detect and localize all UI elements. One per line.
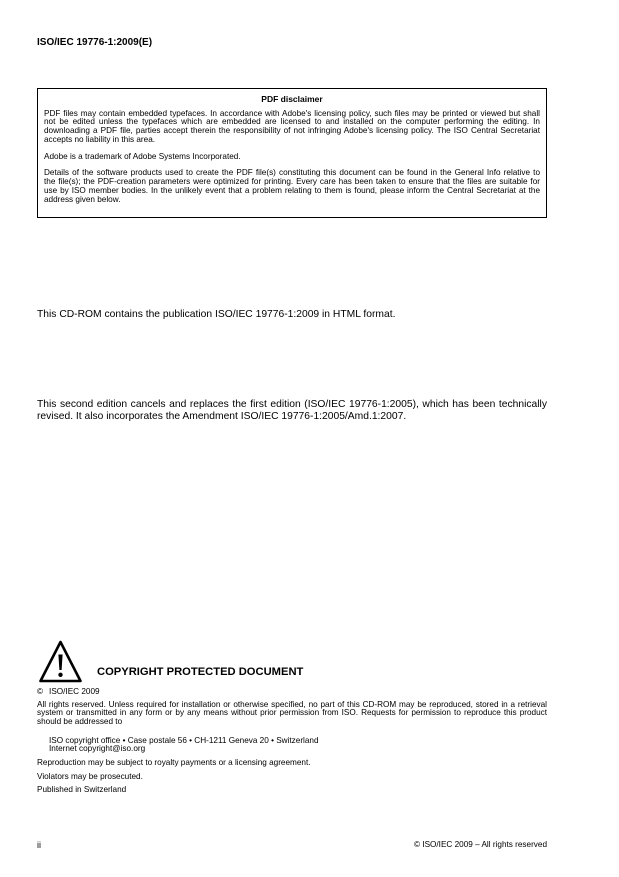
copyright-symbol: ©: [37, 686, 44, 696]
disclaimer-text-line: Adobe is a trademark of Adobe Systems Incorporated.: [44, 152, 241, 162]
page-number: ii: [37, 840, 41, 850]
copyright-text-line: should be addressed to: [37, 716, 123, 726]
body-paragraph: [37, 399, 547, 423]
disclaimer-title: PDF disclaimer: [261, 94, 323, 104]
pdf-disclaimer-box: [37, 88, 547, 218]
copyright-owner-line: [37, 688, 547, 697]
copyright-office-address: [37, 737, 547, 754]
disclaimer-text-line: use by ISO member bodies. In the unlikely event that a problem relating to them is found, please inform the Central Secretariat at the: [44, 185, 540, 195]
disclaimer-paragraph: [44, 153, 540, 162]
copyright-text-line: system or transmitted in any form or by any means without prior permission from ISO. Requests for permission to reproduce this product: [37, 708, 547, 718]
body-text-line: This CD-ROM contains the publication ISO/IEC 19776-1:2009 in HTML format.: [37, 309, 396, 320]
disclaimer-text-line: the file(s); the PDF-creation parameters were optimized for printing. Every care has been taken to ensure that the files are suitable for: [44, 177, 540, 187]
copyright-notice-block: [37, 688, 547, 800]
document-header: ISO/IEC 19776-1:2009(E): [37, 37, 153, 48]
copyright-note: Violators may be prosecuted.: [37, 771, 143, 781]
disclaimer-text-line: Details of the software products used to create the PDF file(s) constituting this document can be found in the General Info relative to: [44, 168, 540, 178]
copyright-heading: COPYRIGHT PROTECTED DOCUMENT: [97, 666, 304, 678]
body-text-line: This second edition cancels and replaces the first edition (ISO/IEC 19776-1:2005), which has been technically: [37, 399, 547, 410]
disclaimer-text-line: address given below.: [44, 194, 121, 204]
page-footer: [37, 840, 547, 850]
warning-triangle-icon: [38, 639, 83, 685]
disclaimer-text-line: PDF files may contain embedded typefaces. In accordance with Adobe's licensing policy, such files may be printed or viewed but shall: [44, 108, 540, 118]
disclaimer-text-line: accepts no liability in this area.: [44, 134, 156, 144]
disclaimer-text-line: not be edited unless the typefaces which are embedded are licensed to and installed on the computer performing the editing. In: [44, 117, 540, 127]
copyright-note: Published in Switzerland: [37, 784, 127, 794]
copyright-text-line: All rights reserved. Unless required for installation or otherwise specified, no part of this CD-ROM may be reproduced, stored in a retrieval: [37, 699, 547, 709]
copyright-note: Reproduction may be subject to royalty payments or a licensing agreement.: [37, 758, 311, 768]
address-line: ISO copyright office • Case postale 56 • CH-1211 Geneva 20 • Switzerland: [49, 735, 319, 745]
address-line: Internet copyright@iso.org: [49, 744, 146, 754]
disclaimer-paragraph: [44, 169, 540, 204]
disclaimer-text-line: downloading a PDF file, parties accept therein the responsibility of not infringing Adobe's licensing policy. The ISO Central Secretariat: [44, 126, 540, 136]
footer-rights: © ISO/IEC 2009 – All rights reserved: [414, 840, 547, 849]
body-text-line: revised. It also incorporates the Amendment ISO/IEC 19776-1:2005/Amd.1:2007.: [37, 411, 407, 422]
disclaimer-paragraph: [44, 110, 540, 145]
copyright-owner: ISO/IEC 2009: [49, 686, 100, 696]
body-paragraph: [37, 309, 547, 321]
copyright-rights-paragraph: [37, 701, 547, 727]
